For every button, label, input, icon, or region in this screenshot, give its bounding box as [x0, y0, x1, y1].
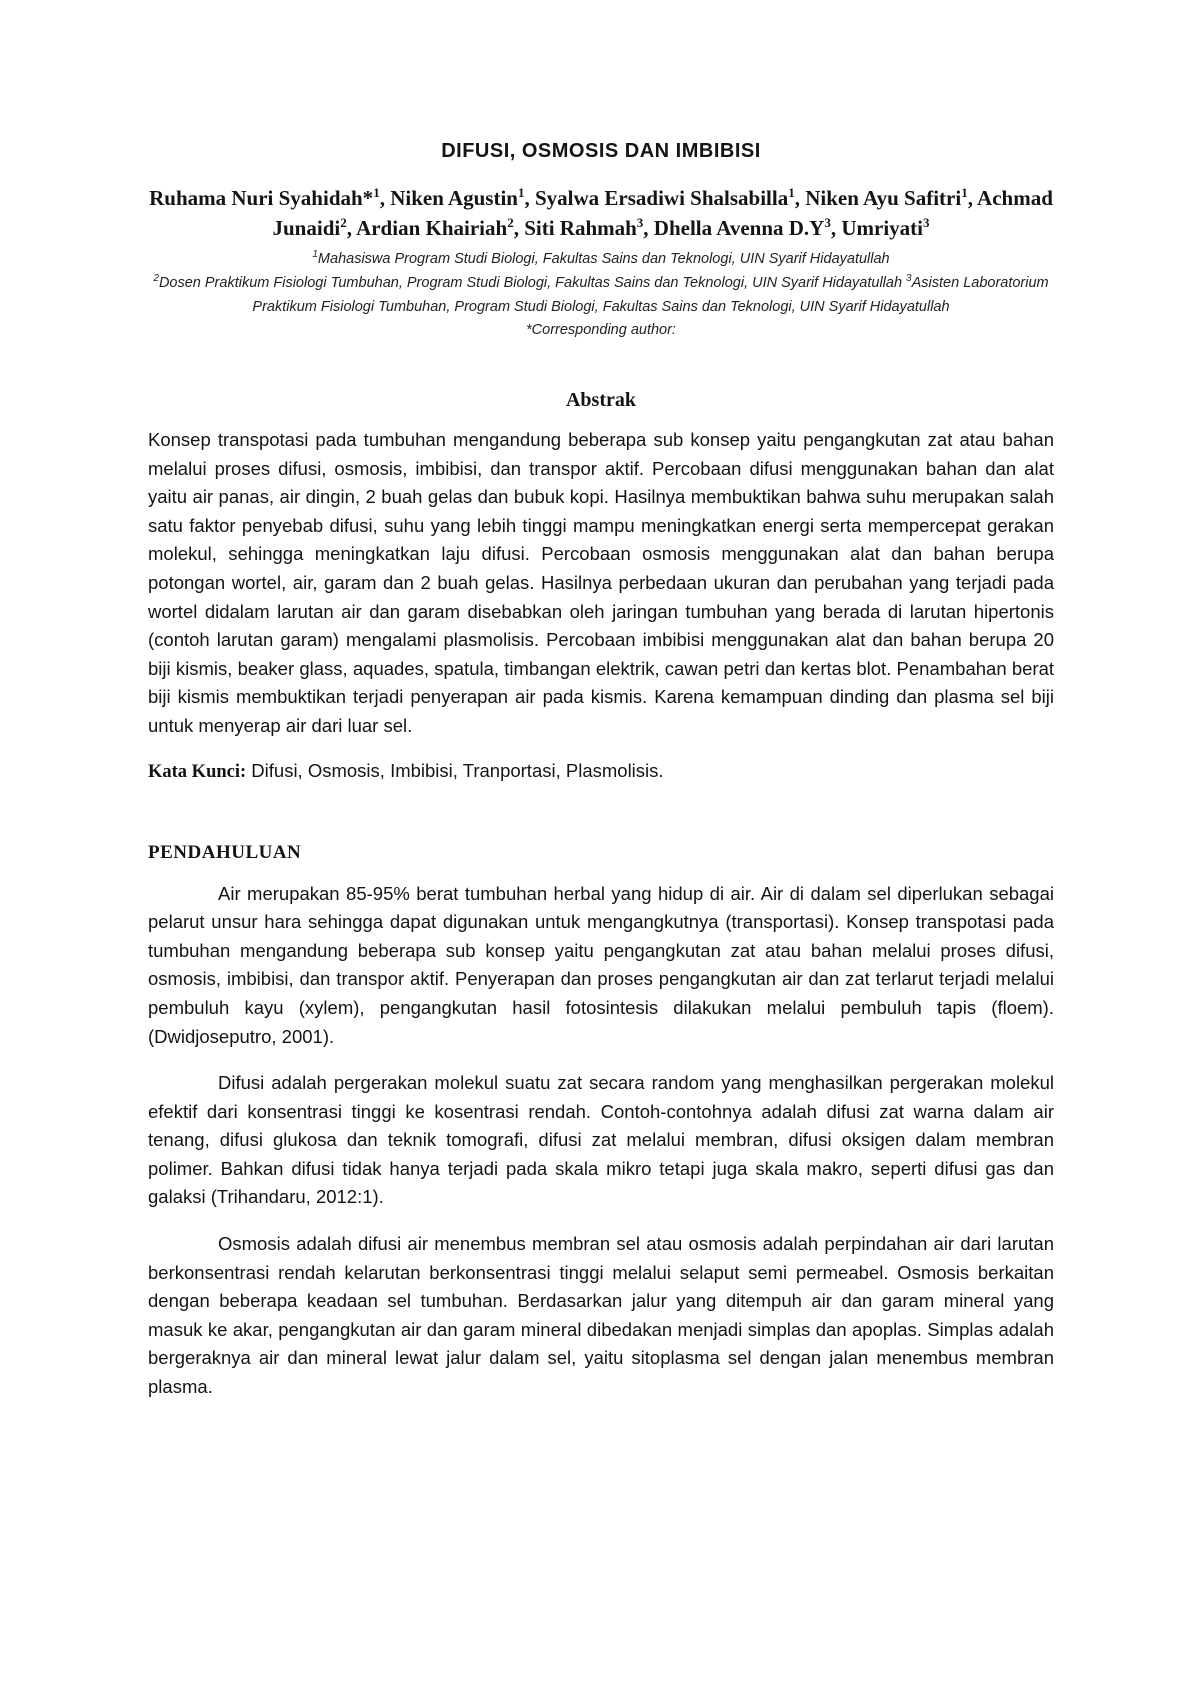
author: Niken Agustin$^1$ [390, 185, 525, 210]
author: Syalwa Ersadiwi Shalsabilla$^1$ [534, 185, 795, 210]
abstract-text: Konsep transpotasi pada tumbuhan mengandung beberapa sub konsep yaitu pengangkutan zat atau bahan melalui proses difusi, osmosis, imbibisi, dan transpor aktif. Percobaan difusi menggunakan bahan dan alat yaitu air panas, air dingin, 2 buah gelas dan bubuk kopi. Hasilnya membuktikan bahwa suhu merupakan salah satu faktor penyebab difusi, suhu yang lebih tinggi mampu meningkatkan energi serta mempercepat gerakan molekul, sehingga meningkatkan laju difusi. Percobaan osmosis menggunakan alat dan bahan berupa potongan wortel, air, garam dan 2 buah gelas. Hasilnya perbedaan ukuran dan perubahan yang terjadi pada wortel didalam larutan air dan garam disebabkan oleh jaringan tumbuhan yang berada di larutan hipertonis (contoh larutan garam) mengalami plasmolisis. Percobaan imbibisi menggunakan alat dan bahan berupa 20 biji kismis, beaker glass, aquades, spatula, timbangan elektrik, cawan petri dan kertas blot. Penambahan berat biji kismis membuktikan terjadi penyerapan air pada kismis. Karena kemampuan dinding dan plasma sel biji untuk menyerap air dari luar sel. [148, 429, 1054, 736]
affiliation: $^1$Mahasiswa Program Studi Biologi, Fakultas Sains dan Teknologi, UIN Syarif Hidayatullah [312, 249, 890, 267]
author-list: Ruhama Nuri Syahidah*$^1$, Niken Agustin$^1$, Syalwa Ersadiwi Shalsabilla$^1$, Niken Ayu Safitri$^1$, Achmad Junaidi$^2$, Ardian Khairiah$^2$, Siti Rahmah$^3$, Dhella Avenna $D.Y^3$, Umriyati$^3$ [149, 185, 1053, 240]
keywords [148, 757, 1054, 786]
author: Siti Rahmah$^3$ [524, 215, 644, 240]
intro-paragraph: Air merupakan 85-95% berat tumbuhan herbal yang hidup di air. Air di dalam sel diperlukan sebagai pelarut unsur hara sehingga dapat digunakan untuk mengangkutnya (transportasi). Konsep transpotasi pada tumbuhan mengandung beberapa sub konsep yaitu pengangkutan zat atau bahan melalui proses difusi, osmosis, imbibisi, dan transpor aktif. Penyerapan dan proses pengangkutan air dan zat terlarut terjadi melalui pembuluh kayu (xylem), pengangkutan hasil fotosintesis dilakukan melalui pembuluh tapis (floem). (Dwidjoseputro, 2001). [148, 882, 1054, 1047]
author: Achmad Junaidi$^2$ [272, 186, 1053, 240]
author: Ruhama Nuri Syahidah*$^1$ [149, 185, 380, 210]
abstract-heading: Abstrak [565, 389, 636, 411]
section-heading-introduction: PENDAHULUAN [148, 841, 302, 863]
affiliation: $^3$Asisten Laboratorium Praktikum Fisiologi Tumbuhan, Program Studi Biologi, Fakultas Sains dan Teknologi, UIN Syarif Hidayatullah [252, 273, 1049, 315]
author: Dhella Avenna $D.Y^3$ [653, 215, 831, 240]
affiliation: $^2$Dosen Praktikum Fisiologi Tumbuhan, Program Studi Biologi, Fakultas Sains dan Teknologi, UIN Syarif Hidayatullah [153, 273, 903, 291]
paper-title: DIFUSI, OSMOSIS DAN IMBIBISI [441, 140, 761, 162]
author: Umriyati$^3$ [841, 215, 930, 240]
intro-paragraph: Osmosis adalah difusi air menembus membran sel atau osmosis adalah perpindahan air dari larutan berkonsentrasi rendah kelarutan berkonsentrasi tinggi melalui selaput semi permeabel. Osmosis berkaitan dengan beberapa keadaan sel tumbuhan. Berdasarkan jalur yang ditempuh air dan garam mineral yang masuk ke akar, pengangkutan air dan garam mineral dibedakan menjadi simplas dan apoplas. Simplas adalah bergeraknya air dan mineral lewat jalur dalam sel, yaitu sitoplasma sel dengan jalan menembus membran plasma. [148, 1233, 1054, 1398]
intro-paragraph: Difusi adalah pergerakan molekul suatu zat secara random yang menghasilkan pergerakan molekul efektif dari konsentrasi tinggi ke kosentrasi rendah. Contoh-contohnya adalah difusi zat warna dalam air tenang, difusi glukosa dan teknik tomografi, difusi zat melalui membran, difusi oksigen dalam membran polimer. Bahkan difusi tidak hanya terjadi pada skala mikro tetapi juga skala makro, seperti difusi gas dan galaksi (Trihandaru, 2012:1). [148, 1072, 1054, 1208]
keywords-list: Difusi, Osmosis, Imbibisi, Tranportasi, Plasmolisis. [251, 759, 664, 781]
affiliations [148, 247, 1054, 319]
author: Niken Ayu Safitri$^1$ [805, 185, 968, 210]
corresponding-author: *Corresponding author: [526, 322, 676, 338]
paper-content [148, 140, 1054, 1420]
author: Ardian Khairiah$^2$ [356, 215, 514, 240]
keywords-label: Kata Kunci: [148, 761, 247, 782]
